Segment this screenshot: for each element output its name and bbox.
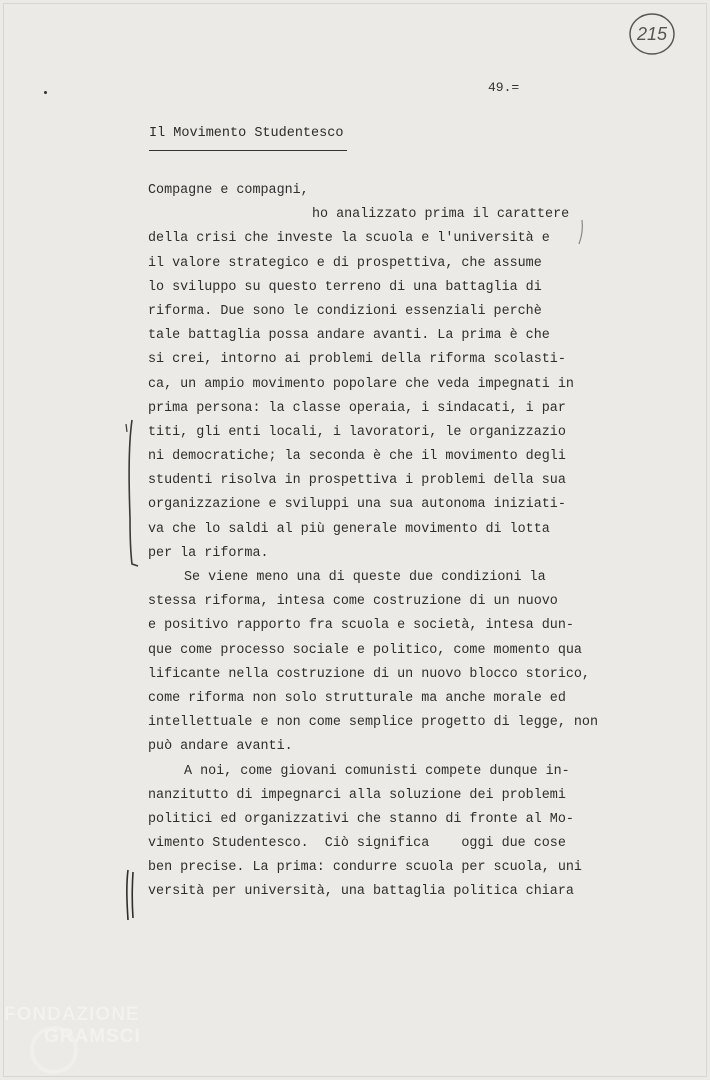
watermark-line1: FONDAZIONE [4,1004,140,1025]
body-line: può andare avanti. [148,739,293,755]
body-line: va che lo saldi al più generale movimento di lotta [148,521,550,537]
double-margin-mark [120,868,140,922]
body-line: intellettuale e non come semplice progetto di legge, non [148,715,598,731]
pencil-tick-mark [576,218,588,248]
body-line: versità per università, una battaglia politica chiara [148,884,574,900]
body-line: ho analizzato prima il carattere [312,207,570,223]
margin-dot [44,91,47,94]
body-line: que come processo sociale e politico, come momento qua [148,642,582,658]
body-line: titi, gli enti locali, i lavoratori, le organizzazio [148,424,566,440]
watermark-logo [4,1004,194,1078]
margin-bracket-mark [118,418,142,568]
body-text [148,179,618,905]
archive-number-stamp [628,10,676,58]
body-line: e positivo rapporto fra scuola e società, intesa dun- [148,618,574,634]
body-line: Compagne e compagni, [148,183,309,198]
body-line: si crei, intorno ai problemi della riforma scolasti- [148,352,566,368]
body-line: nanzitutto di impegnarci alla soluzione dei problemi [148,787,566,803]
body-line: ni democratiche; la seconda è che il movimento degli [148,449,566,465]
page-number: 49.= [488,80,520,95]
body-line: prima persona: la classe operaia, i sindacati, i par [148,400,566,416]
body-line: stessa riforma, intesa come costruzione di un nuovo [148,594,558,610]
body-line: tale battaglia possa andare avanti. La prima è che [148,328,550,344]
title-underline [149,150,347,151]
body-line: per la riforma. [148,545,269,561]
document-title: Il Movimento Studentesco [149,126,344,141]
watermark-line2: GRAMSCI [44,1026,141,1047]
body-line: organizzazione e sviluppi una sua autonoma iniziati- [148,497,566,513]
body-line: come riforma non solo strutturale ma anche morale ed [148,690,566,706]
body-line: politici ed organizzativi che stanno di fronte al Mo- [148,811,574,827]
body-line: della crisi che investe la scuola e l'università e [148,231,550,247]
body-line: studenti risolva in prospettiva i problemi della sua [148,473,566,489]
body-line: A noi, come giovani comunisti compete dunque in- [184,763,570,779]
body-line: lo sviluppo su questo terreno di una battaglia di [148,279,542,295]
body-line: lificante nella costruzione di un nuovo blocco storico, [148,666,590,682]
body-line: Se viene meno una di queste due condizioni la [184,570,546,585]
archive-number-text: 215 [636,24,668,44]
body-line: vimento Studentesco. Ciò significa oggi due cose [148,836,566,852]
body-line: riforma. Due sono le condizioni essenziali perchè [148,303,542,319]
body-line: il valore strategico e di prospettiva, che assume [148,255,542,271]
body-line: ben precise. La prima: condurre scuola per scuola, uni [148,860,582,876]
body-line: ca, un ampio movimento popolare che veda impegnati in [148,376,574,392]
